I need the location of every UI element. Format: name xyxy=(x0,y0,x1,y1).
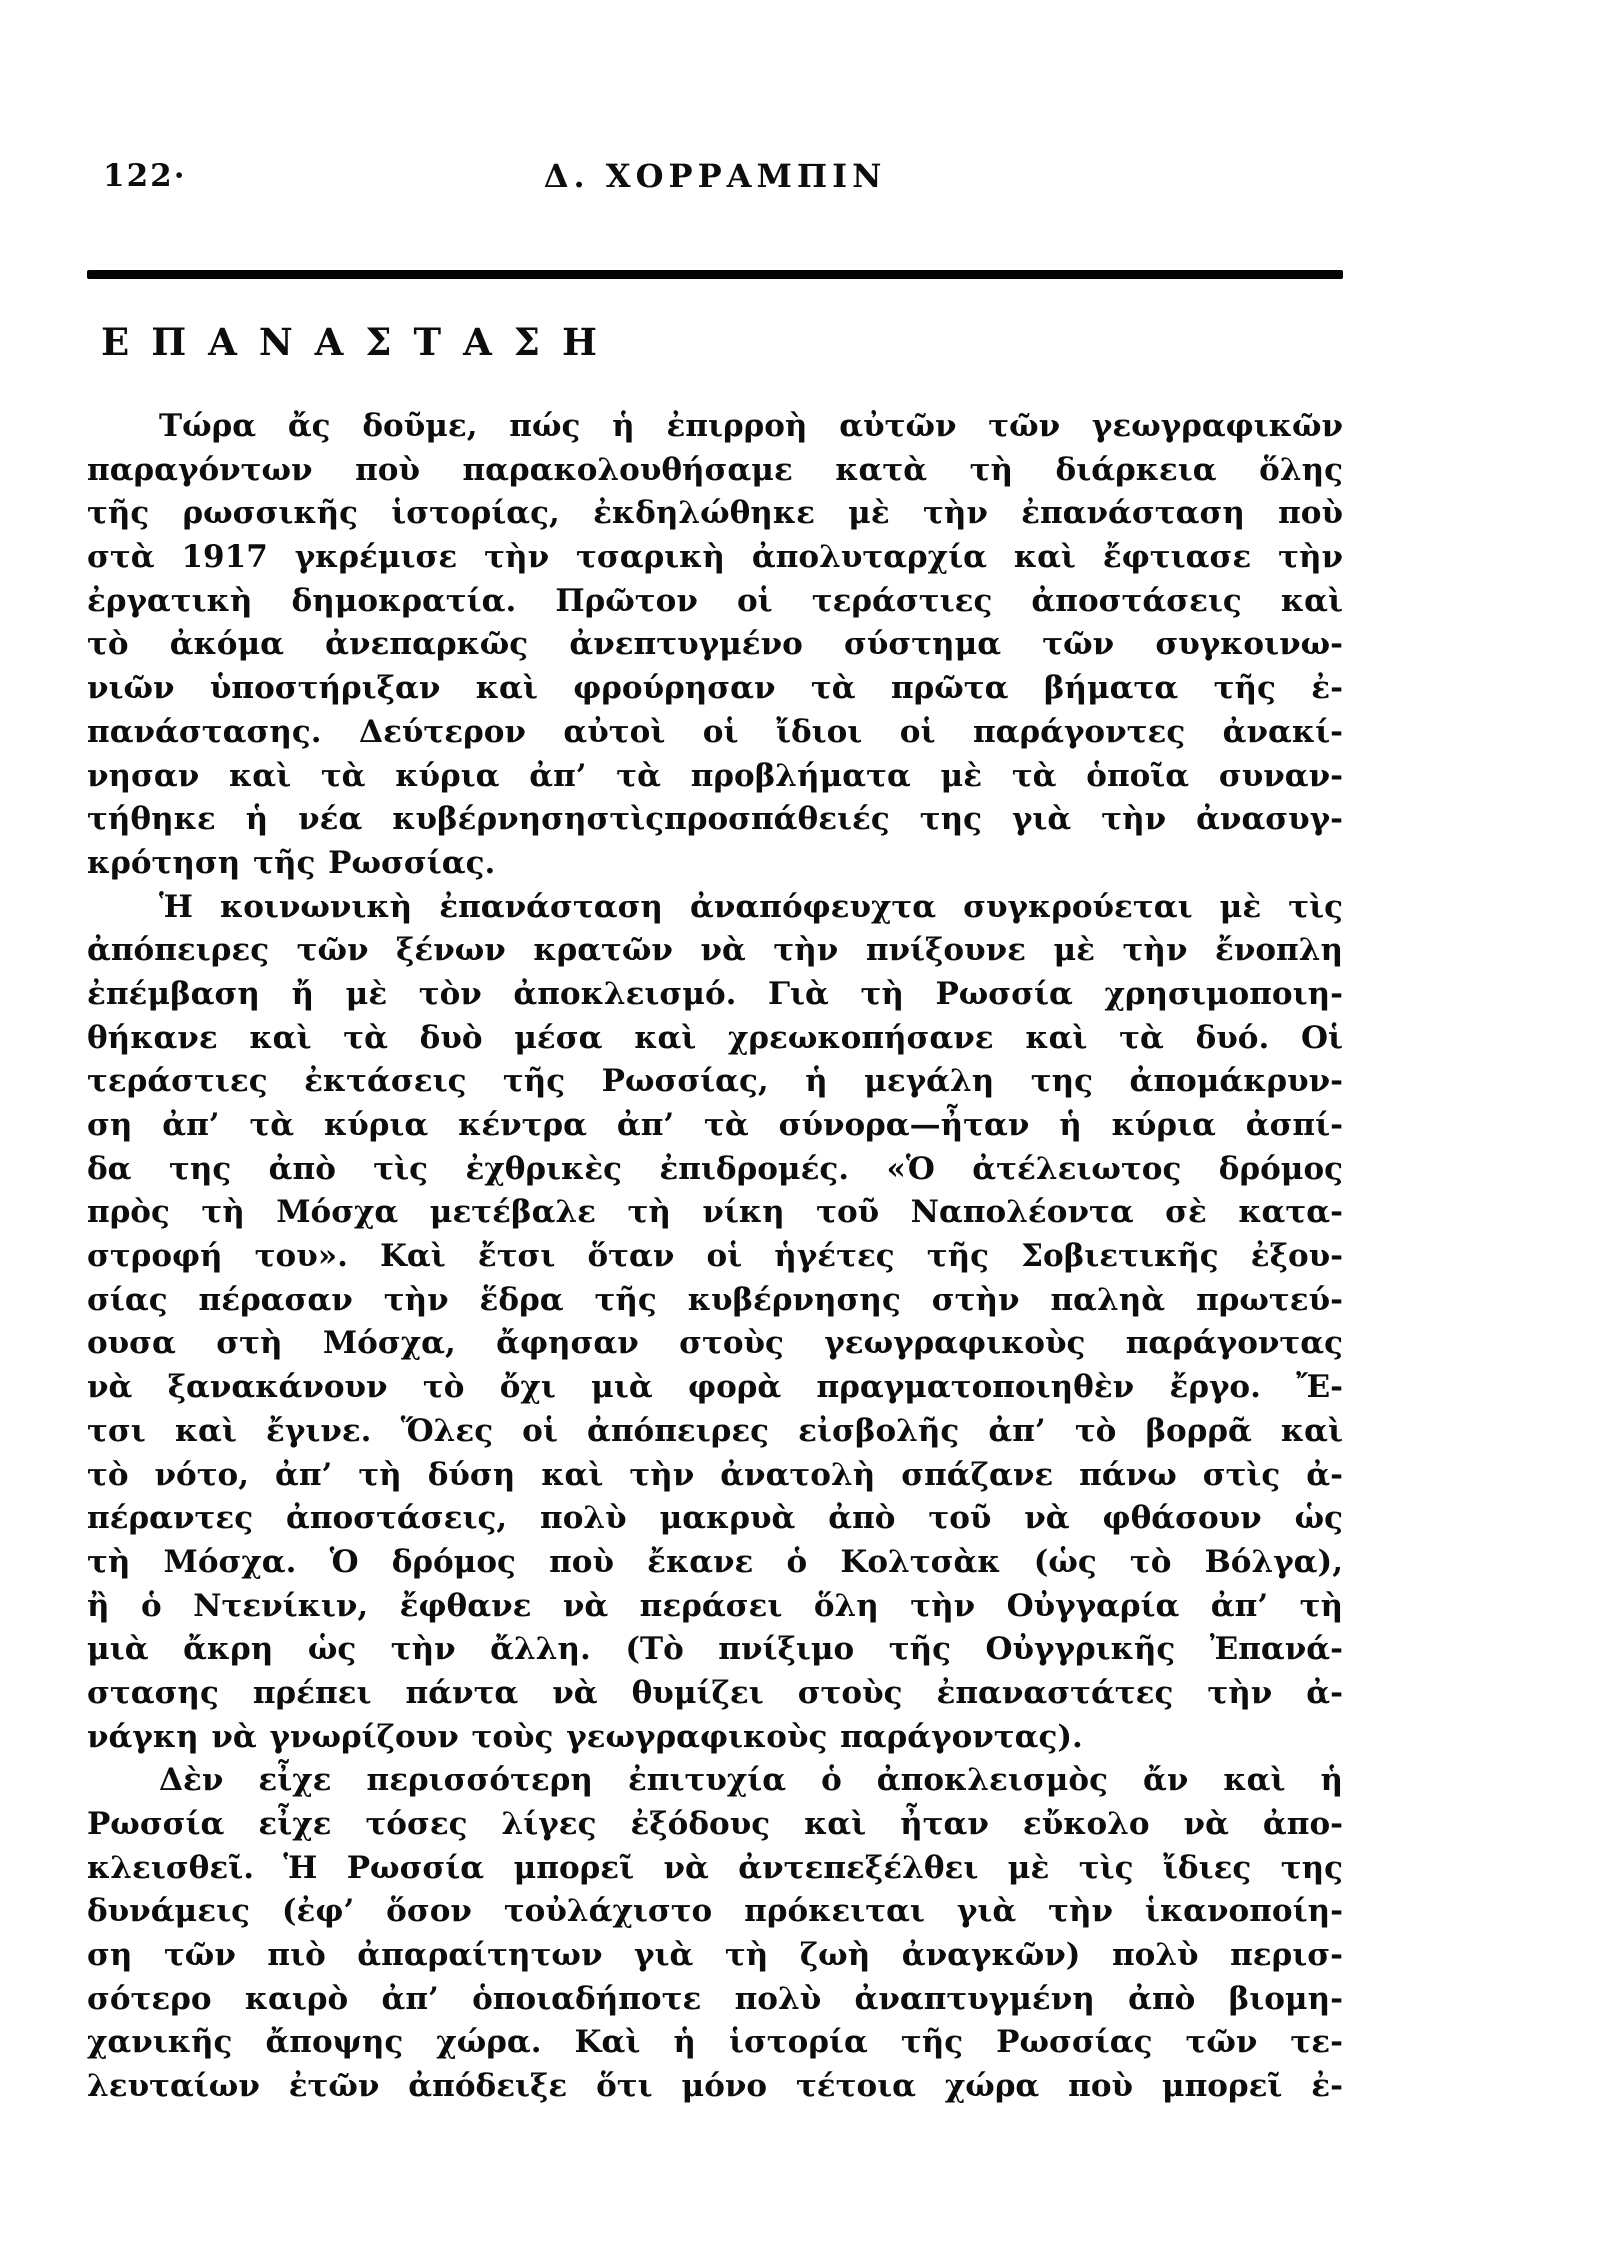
text-column xyxy=(87,0,1343,2109)
text-line: ουσα στὴ Μόσχα, ἄφησαν στοὺς γεωγραφικοὺς παράγοντας xyxy=(87,1325,1343,1362)
text-line: Τώρα ἄς δοῦμε, πώς ἡ ἐπιρροὴ αὐτῶν τῶν γεωγραφικῶν xyxy=(159,408,1343,444)
text-line: τὸ νότο, ἀπ’ τὴ δύση καὶ τὴν ἀνατολὴ σπάζανε πάνω στὶς ἀ- xyxy=(87,1456,1343,1493)
text-line: παραγόντων ποὺ παρακολουθήσαμε κατὰ τὴ διάρκεια ὅλης xyxy=(87,451,1343,488)
text-line: Δὲν εἶχε περισσότερη ἐπιτυχία ὁ ἀποκλεισμὸς ἄν καὶ ἡ xyxy=(159,1762,1343,1799)
text-line: ἐπέμβαση ἤ μὲ τὸν ἀποκλεισμό. Γιὰ τὴ Ρωσσία χρησιμοποιη- xyxy=(87,975,1343,1012)
text-line: Ρωσσία εἶχε τόσες λίγες ἐξόδους καὶ ἦταν εὔκολο νὰ ἀπο- xyxy=(87,1806,1343,1842)
text-line: νὰ ξανακάνουν τὸ ὄχι μιὰ φορὰ πραγματοποιηθὲν ἔργο. Ἔ- xyxy=(87,1369,1343,1406)
text-line: στροφή του». Καὶ ἔτσι ὅταν οἱ ἡγέτες τῆς Σοβιετικῆς ἐξου- xyxy=(87,1238,1343,1275)
text-line: σίας πέρασαν τὴν ἕδρα τῆς κυβέρνησης στὴν παληὰ πρωτεύ- xyxy=(87,1281,1343,1318)
text-line: μιὰ ἄκρη ὡς τὴν ἄλλη. (Τὸ πνίξιμο τῆς Οὐγγρικῆς Ἐπανά- xyxy=(87,1631,1343,1668)
text-line: τὴ Μόσχα. Ὁ δρόμος ποὺ ἔκανε ὁ Κολτσὰκ (ὡς τὸ Βόλγα), xyxy=(87,1543,1343,1580)
text-line: κρότηση τῆς Ρωσσίας. xyxy=(87,844,496,881)
text-line: ση ἀπ’ τὰ κύρια κέντρα ἀπ’ τὰ σύνορα—ἦταν ἡ κύρια ἀσπί- xyxy=(87,1107,1343,1143)
header-rule xyxy=(87,270,1343,279)
text-line: στασης πρέπει πάντα νὰ θυμίζει στοὺς ἐπαναστάτες τὴν ἀ- xyxy=(87,1674,1343,1711)
running-title: Δ. ΧΟΡΡΑΜΠΙΝ xyxy=(543,157,887,195)
text-line: πέραντες ἀποστάσεις, πολὺ μακρυὰ ἀπὸ τοῦ νὰ φθάσουν ὡς xyxy=(87,1500,1343,1537)
text-line: δυνάμεις (ἐφ’ ὅσον τοὐλάχιστο πρόκειται γιὰ τὴν ἱκανοποίη- xyxy=(87,1893,1343,1930)
text-line: σότερο καιρὸ ἀπ’ ὁποιαδήποτε πολὺ ἀναπτυγμένη ἀπὸ βιομη- xyxy=(87,1980,1343,2017)
text-line: θήκανε καὶ τὰ δυὸ μέσα καὶ χρεωκοπήσανε καὶ τὰ δυό. Οἱ xyxy=(87,1019,1343,1056)
text-line: πρὸς τὴ Μόσχα μετέβαλε τὴ νίκη τοῦ Ναπολέοντα σὲ κατα- xyxy=(87,1194,1343,1231)
text-line: στὰ 1917 γκρέμισε τὴν τσαρικὴ ἀπολυταρχία καὶ ἔφτιασε τὴν xyxy=(87,539,1343,576)
text-line: πανάστασης. Δεύτερον αὐτοὶ οἱ ἴδιοι οἱ παράγοντες ἀνακί- xyxy=(87,713,1343,750)
text-line: κλεισθεῖ. Ἡ Ρωσσία μπορεῖ νὰ ἀντεπεξέλθει μὲ τὶς ἴδιες της xyxy=(87,1849,1343,1886)
text-line: τῆς ρωσσικῆς ἱστορίας, ἐκδηλώθηκε μὲ τὴν ἐπανάσταση ποὺ xyxy=(87,495,1343,532)
text-line: τὸ ἀκόμα ἀνεπαρκῶς ἀνεπτυγμένο σύστημα τῶν συγκοινω- xyxy=(87,626,1343,663)
page-number: 122· xyxy=(103,158,187,194)
text-line: τήθηκε ἡ νέα κυβέρνησηστὶςπροσπάθειές της γιὰ τὴν ἀνασυγ- xyxy=(87,801,1343,838)
body-text xyxy=(87,405,1343,2109)
section-title: ΕΠΑΝΑΣΤΑΣΗ xyxy=(101,320,619,364)
text-line: νιῶν ὑποστήριξαν καὶ φρούρησαν τὰ πρῶτα βήματα τῆς ἐ- xyxy=(87,670,1343,707)
text-line: ἢ ὁ Ντενίκιν, ἔφθανε νὰ περάσει ὅλη τὴν Οὐγγαρία ἀπ’ τὴ xyxy=(87,1587,1343,1624)
text-line: νάγκη νὰ γνωρίζουν τοὺς γεωγραφικοὺς παράγοντας). xyxy=(87,1718,1083,1755)
text-line: νησαν καὶ τὰ κύρια ἀπ’ τὰ προβλήματα μὲ τὰ ὁποῖα συναν- xyxy=(87,757,1343,794)
text-line: ἀπόπειρες τῶν ξένων κρατῶν νὰ τὴν πνίξουνε μὲ τὴν ἔνοπλη xyxy=(87,932,1343,969)
text-line: Ἡ κοινωνικὴ ἐπανάσταση ἀναπόφευχτα συγκρούεται μὲ τὶς xyxy=(159,888,1343,925)
text-line: δα της ἀπὸ τὶς ἐχθρικὲς ἐπιδρομές. «Ὁ ἀτέλειωτος δρόμος xyxy=(87,1150,1343,1187)
text-line: τσι καὶ ἔγινε. Ὅλες οἱ ἀπόπειρες εἰσβολῆς ἀπ’ τὸ βορρᾶ καὶ xyxy=(87,1412,1343,1449)
text-line: τεράστιες ἐκτάσεις τῆς Ρωσσίας, ἡ μεγάλη της ἀπομάκρυν- xyxy=(87,1063,1343,1100)
text-line: ση τῶν πιὸ ἀπαραίτητων γιὰ τὴ ζωὴ ἀναγκῶν) πολὺ περισ- xyxy=(87,1937,1343,1974)
page-header xyxy=(87,0,1343,196)
text-line: χανικῆς ἄποψης χώρα. Καὶ ἡ ἱστορία τῆς Ρωσσίας τῶν τε- xyxy=(87,2024,1343,2061)
text-line: ἐργατικὴ δημοκρατία. Πρῶτον οἱ τεράστιες ἀποστάσεις καὶ xyxy=(87,582,1343,619)
text-line: λευταίων ἐτῶν ἀπόδειξε ὅτι μόνο τέτοια χώρα ποὺ μπορεῖ ἐ- xyxy=(87,2068,1343,2105)
